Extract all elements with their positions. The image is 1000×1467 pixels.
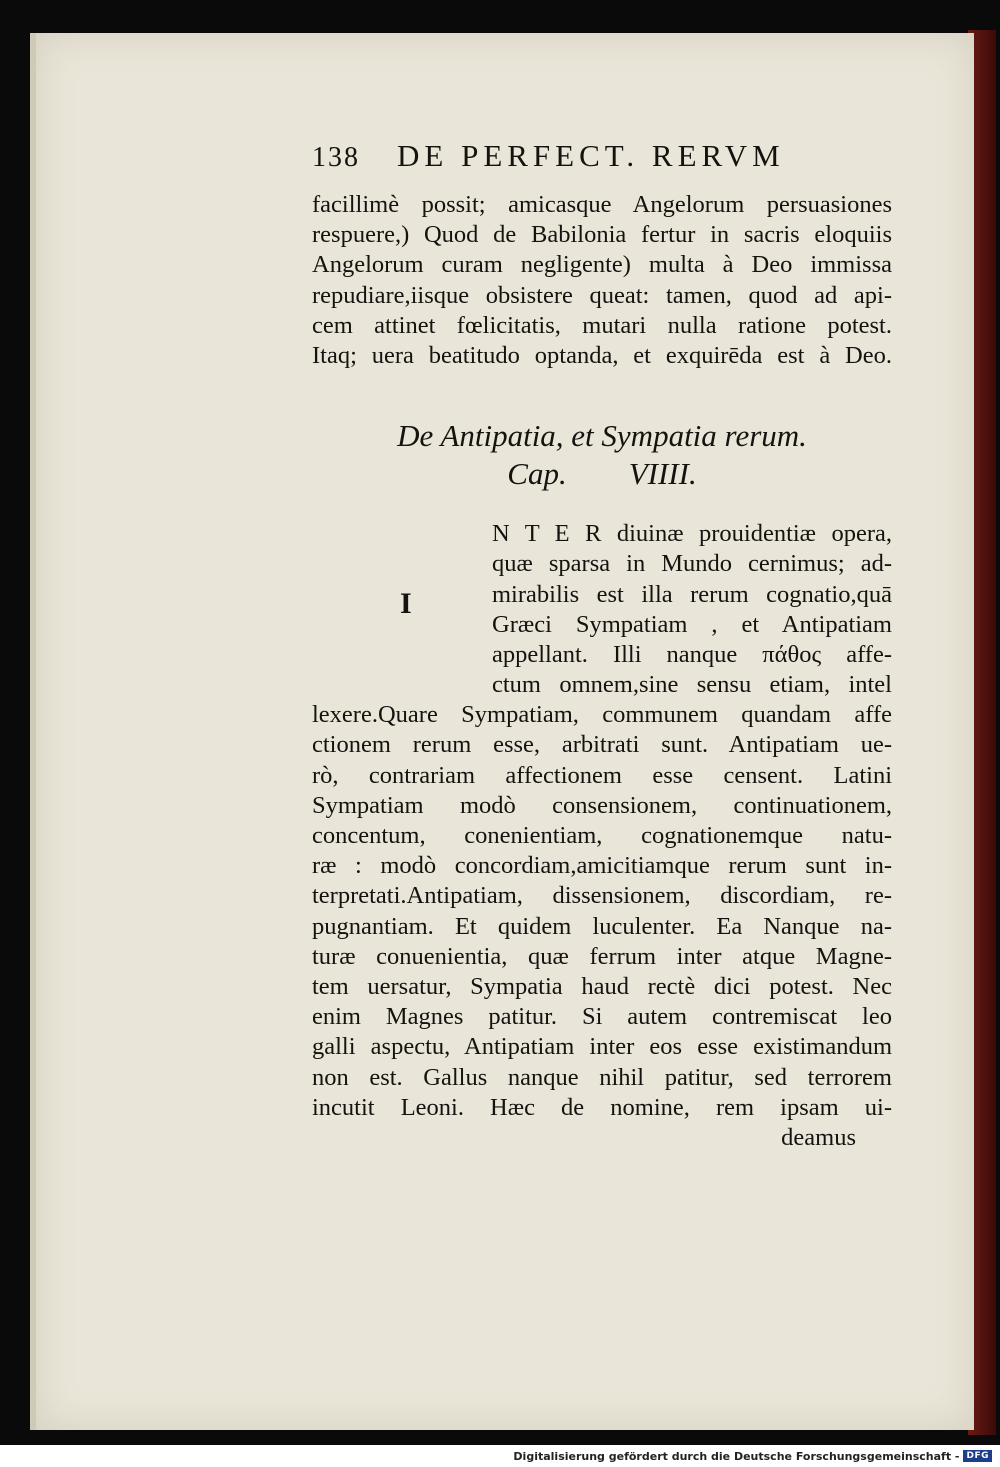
text-line: turæ conuenientia, quæ ferrum inter atque Magne- [312,942,892,970]
text-line: Græci Sympatiam , et Antipatiam [492,610,892,638]
text-line: Sympatiam modò consensionem, continuationem, [312,791,892,819]
text-line: incutit Leoni. Hæc de nomine, rem ipsam ui- [312,1093,892,1121]
text-block [312,138,892,1153]
text-line: N T E R diuinæ prouidentiæ opera, [492,520,892,548]
text-line: enim Magnes patitur. Si autem contremiscat leo [312,1003,892,1031]
text-line: lexere.Quare Sympatiam, communem quandam affe [312,701,892,729]
chapter-number-line [312,455,892,493]
running-title: DE PERFECT. RERVM [397,138,785,173]
text-line: facillimè possit; amicasque Angelorum persuasiones [312,191,892,218]
text-line: concentum, conenientiam, cognationemque natu- [312,822,892,849]
running-head [312,138,892,190]
text-line: repudiare,iisque obsistere queat: tamen, quod ad api- [312,281,892,309]
drop-cap-initial: I [400,587,412,621]
text-line: terpretati.Antipatiam, dissensionem, discordiam, re- [312,882,892,910]
text-line: pugnantiam. Et quidem luculenter. Ea Nanque na- [312,912,892,940]
text-line: ctionem rerum esse, arbitrati sunt. Antipatiam ue- [312,731,892,759]
text-line: ctum omnem,sine sensu etiam, intel [492,671,892,699]
cap-label: Cap. [507,456,567,492]
paragraph-top [312,190,892,371]
text-line: rò, contrariam affectionem esse censent. Latini [312,761,892,789]
text-line: tem uersatur, Sympatia haud rectè dici potest. Nec [312,972,892,1000]
cap-number: VIIII. [628,456,697,492]
catchword: deamus [781,1123,856,1151]
text-line: appellant. Illi nanque πάθος affe- [492,640,892,668]
chapter-title: De Antipatia, et Sympatia rerum. [397,418,807,454]
chapter-heading [312,417,892,493]
text-line: galli aspectu, Antipatiam inter eos esse existimandum [312,1033,892,1061]
digitization-footer [0,1445,1000,1467]
text-line: non est. Gallus nanque nihil patitur, sed terrorem [312,1063,892,1091]
text-line: Angelorum curam negligente) multa à Deo immissa [312,251,892,279]
text-line: cem attinet fœlicitatis, mutari nulla ratione potest. [312,311,892,339]
chapter-body [312,519,892,1153]
text-line: Itaq; uera beatitudo optanda, et exquirēda est à Deo. [312,341,892,369]
footer-text: Digitalisierung gefördert durch die Deutsche Forschungsgemeinschaft - [513,1449,960,1463]
text-line: quæ sparsa in Mundo cernimus; ad- [492,550,892,578]
dfg-logo: DFG [963,1450,992,1462]
text-line: respuere,) Quod de Babilonia fertur in sacris eloquiis [312,221,892,249]
text-line: mirabilis est illa rerum cognatio,quā [492,580,892,608]
text-line: ræ : modò concordiam,amicitiamque rerum sunt in- [312,852,892,880]
page-number: 138 [312,142,360,173]
